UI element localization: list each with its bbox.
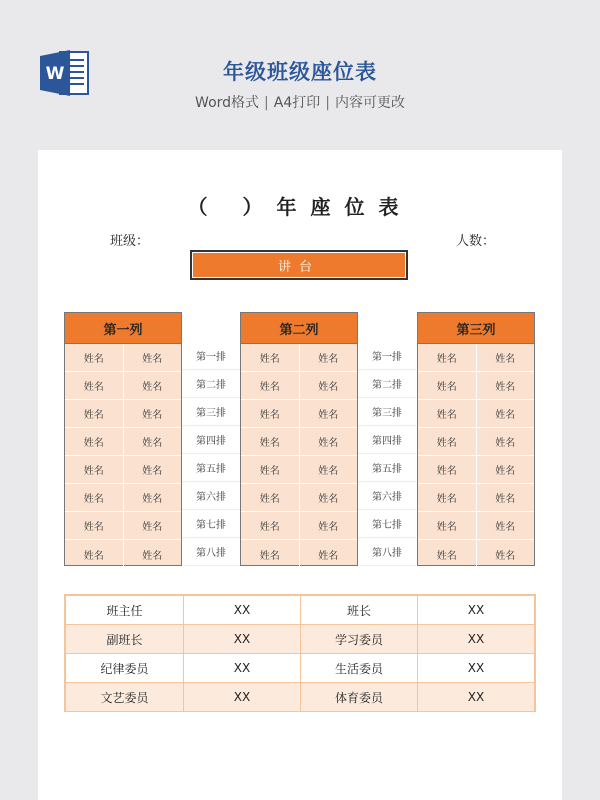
seat-name[interactable]: 姓名: [436, 466, 457, 477]
seat-name[interactable]: 姓名: [83, 522, 104, 533]
seat-name[interactable]: 姓名: [436, 494, 457, 505]
officer-role: 班主任: [106, 603, 143, 618]
row-label: 第二排: [182, 370, 240, 398]
seat-column-1: [64, 312, 182, 566]
row-label: 第六排: [182, 482, 240, 510]
row-label: 第六排: [358, 482, 416, 510]
seat-row: [241, 484, 357, 512]
class-label: 班级：: [110, 234, 150, 249]
seat-row: [418, 372, 534, 400]
seat-name[interactable]: 姓名: [259, 522, 280, 533]
officer-row: [66, 653, 534, 682]
officer-role: 学习委员: [300, 625, 417, 653]
seat-name[interactable]: 姓名: [259, 494, 280, 505]
document-title: （ ）年座位表: [187, 195, 413, 219]
officer-row: [66, 682, 534, 711]
officer-name[interactable]: XX: [183, 654, 300, 682]
seat-name[interactable]: 姓名: [476, 456, 535, 483]
seat-name[interactable]: 姓名: [299, 540, 358, 568]
row-label: 第三排: [182, 398, 240, 426]
row-labels-right: [358, 342, 416, 566]
officer-name[interactable]: XX: [417, 596, 534, 624]
officer-name[interactable]: XX: [417, 654, 534, 682]
subtitle-separator: |: [325, 95, 330, 111]
seat-row: [65, 400, 181, 428]
seat-row: [65, 344, 181, 372]
seat-name[interactable]: 姓名: [123, 512, 182, 539]
seat-row: [241, 428, 357, 456]
seat-name[interactable]: 姓名: [436, 550, 457, 562]
row-label: 第二排: [358, 370, 416, 398]
seat-name[interactable]: 姓名: [299, 512, 358, 539]
seat-row: [65, 456, 181, 484]
column-title: 第一列: [65, 313, 181, 344]
page-subtitle: [0, 92, 600, 112]
column-title: 第三列: [418, 313, 534, 344]
count-label: 人数：: [456, 234, 496, 249]
row-label: 第五排: [358, 454, 416, 482]
row-label: 第一排: [182, 342, 240, 370]
row-label: 第一排: [358, 342, 416, 370]
seat-name[interactable]: 姓名: [436, 354, 457, 365]
page-title: 年级班级座位表: [223, 60, 377, 84]
seat-name[interactable]: 姓名: [83, 550, 104, 562]
word-icon-letter: W: [45, 64, 65, 84]
officer-role: 班长: [300, 596, 417, 624]
seat-name[interactable]: 姓名: [476, 484, 535, 511]
seat-row: [418, 428, 534, 456]
seat-row: [65, 372, 181, 400]
subtitle-format: Word格式: [195, 95, 260, 111]
seat-row: [418, 512, 534, 540]
seat-name[interactable]: 姓名: [436, 438, 457, 449]
row-label: 第七排: [358, 510, 416, 538]
seat-row: [65, 540, 181, 568]
seat-name[interactable]: 姓名: [436, 382, 457, 393]
officer-role: 体育委员: [300, 683, 417, 711]
seat-row: [241, 372, 357, 400]
seat-name[interactable]: 姓名: [83, 410, 104, 421]
officer-role: 纪律委员: [100, 661, 149, 676]
seat-name[interactable]: 姓名: [259, 354, 280, 365]
seat-name[interactable]: 姓名: [123, 400, 182, 427]
seat-column-3: [417, 312, 535, 566]
row-label: 第七排: [182, 510, 240, 538]
seat-name[interactable]: 姓名: [476, 428, 535, 455]
seat-row: [418, 484, 534, 512]
seat-name[interactable]: 姓名: [123, 428, 182, 455]
seat-name[interactable]: 姓名: [259, 466, 280, 477]
seat-column-2: [240, 312, 358, 566]
seat-row: [241, 512, 357, 540]
seat-name[interactable]: 姓名: [299, 456, 358, 483]
podium: [190, 250, 408, 280]
row-labels-left: [182, 342, 240, 566]
officer-role: 副班长: [106, 632, 143, 647]
seat-row: [241, 400, 357, 428]
officer-row: [66, 596, 534, 624]
seat-name[interactable]: 姓名: [299, 344, 358, 371]
seat-name[interactable]: 姓名: [476, 400, 535, 427]
seat-name[interactable]: 姓名: [476, 540, 535, 568]
seat-name[interactable]: 姓名: [299, 400, 358, 427]
podium-label: 讲台: [193, 253, 405, 277]
seat-name[interactable]: 姓名: [123, 484, 182, 511]
seat-name[interactable]: 姓名: [476, 372, 535, 399]
seat-row: [241, 344, 357, 372]
column-title: 第二列: [241, 313, 357, 344]
seat-row: [65, 428, 181, 456]
seat-name[interactable]: 姓名: [436, 410, 457, 421]
seat-row: [418, 344, 534, 372]
seat-name[interactable]: 姓名: [123, 456, 182, 483]
subtitle-separator: |: [264, 95, 269, 111]
seat-name[interactable]: 姓名: [299, 372, 358, 399]
officer-role: 文艺委员: [100, 690, 149, 705]
seat-name[interactable]: 姓名: [259, 438, 280, 449]
seat-name[interactable]: 姓名: [123, 372, 182, 399]
seat-name[interactable]: 姓名: [83, 438, 104, 449]
officer-name[interactable]: XX: [417, 683, 534, 711]
row-label: 第八排: [182, 538, 240, 566]
row-label: 第五排: [182, 454, 240, 482]
class-officers-table: [64, 594, 536, 712]
row-label: 第八排: [358, 538, 416, 566]
seat-name[interactable]: 姓名: [476, 344, 535, 371]
row-label: 第四排: [358, 426, 416, 454]
seat-name[interactable]: 姓名: [83, 382, 104, 393]
seat-row: [418, 400, 534, 428]
seat-name[interactable]: 姓名: [259, 410, 280, 421]
seat-row: [418, 456, 534, 484]
seat-name[interactable]: 姓名: [123, 540, 182, 568]
seat-row: [418, 540, 534, 568]
seat-name[interactable]: 姓名: [476, 512, 535, 539]
seat-name[interactable]: 姓名: [123, 344, 182, 371]
officer-role: 生活委员: [300, 654, 417, 682]
subtitle-editable: 内容可更改: [334, 95, 405, 111]
subtitle-print: A4打印: [273, 95, 321, 111]
seat-name[interactable]: 姓名: [83, 494, 104, 505]
seat-name[interactable]: 姓名: [83, 354, 104, 365]
officer-name[interactable]: XX: [183, 625, 300, 653]
seat-name[interactable]: 姓名: [259, 550, 280, 562]
seat-row: [65, 512, 181, 540]
document-page: [38, 150, 562, 800]
seat-row: [241, 540, 357, 568]
row-label: 第四排: [182, 426, 240, 454]
seat-name[interactable]: 姓名: [436, 522, 457, 533]
seat-name[interactable]: 姓名: [299, 428, 358, 455]
seat-name[interactable]: 姓名: [299, 484, 358, 511]
seat-name[interactable]: 姓名: [83, 466, 104, 477]
officer-row: [66, 624, 534, 653]
officer-name[interactable]: XX: [183, 596, 300, 624]
seat-name[interactable]: 姓名: [259, 382, 280, 393]
seat-row: [65, 484, 181, 512]
row-label: 第三排: [358, 398, 416, 426]
seat-row: [241, 456, 357, 484]
officer-name[interactable]: XX: [417, 625, 534, 653]
officer-name[interactable]: XX: [183, 683, 300, 711]
